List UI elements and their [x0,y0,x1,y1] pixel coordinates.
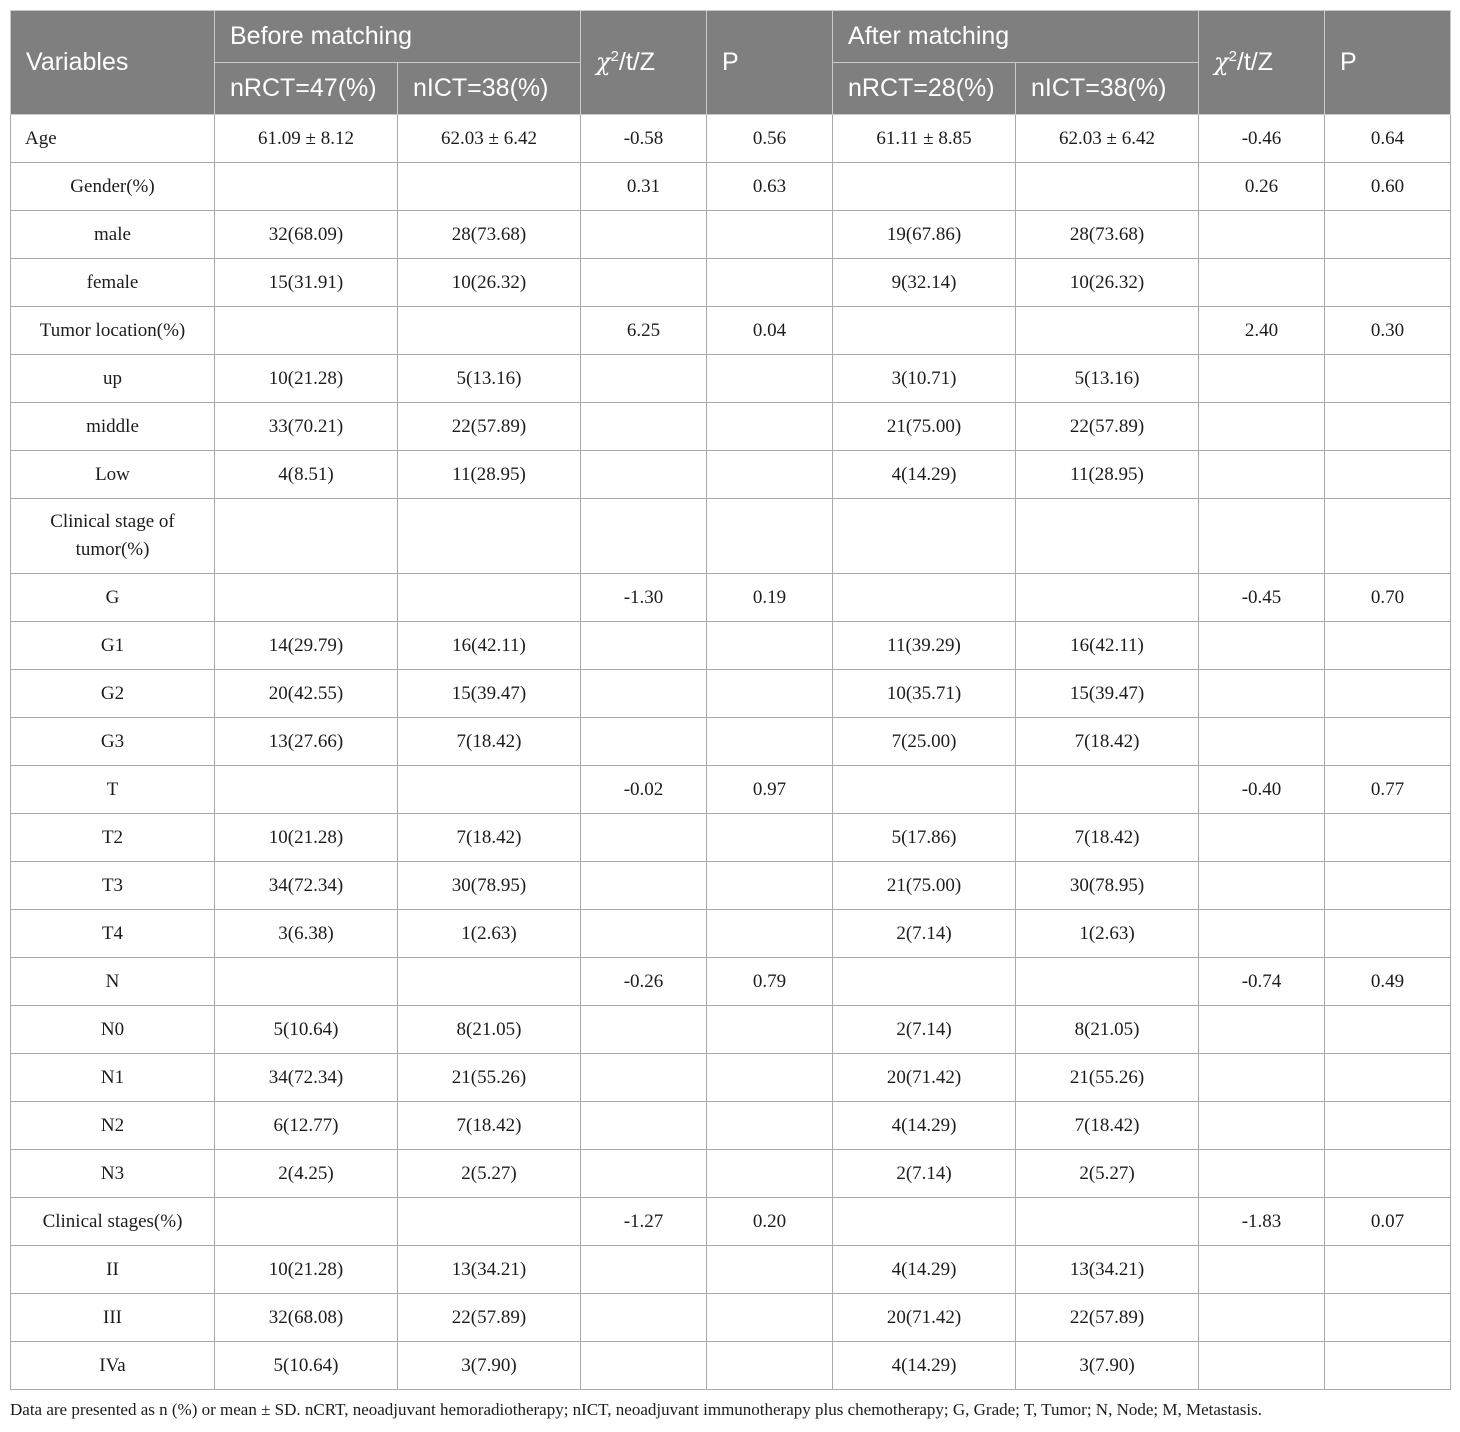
cell-after-stat [1199,355,1325,403]
cell-after-p [1325,1006,1451,1054]
cell-before-stat [581,1006,707,1054]
header-stat-before [581,11,707,115]
cell-before-p [707,259,833,307]
cell-after-stat [1199,1342,1325,1390]
cell-before-p [707,1006,833,1054]
cell-before-nrct: 32(68.08) [215,1294,398,1342]
cell-after-p [1325,814,1451,862]
table-row [11,1006,1451,1054]
table-row [11,211,1451,259]
cell-after-nrct: 2(7.14) [833,910,1016,958]
chi-exponent: 2 [610,48,619,65]
cell-after-nrct: 20(71.42) [833,1294,1016,1342]
cell-before-p: 0.63 [707,163,833,211]
cell-before-stat [581,622,707,670]
cell-after-nict: 28(73.68) [1016,211,1199,259]
cell-after-stat: 0.26 [1199,163,1325,211]
cell-after-stat [1199,670,1325,718]
cell-before-p [707,355,833,403]
cell-after-stat [1199,814,1325,862]
cell-before-nrct: 6(12.77) [215,1102,398,1150]
cell-before-p: 0.04 [707,307,833,355]
chi-symbol: χ [596,48,611,76]
chi-exponent: 2 [1228,48,1237,65]
cell-after-stat [1199,1294,1325,1342]
cell-after-p [1325,1054,1451,1102]
cell-after-nrct: 20(71.42) [833,1054,1016,1102]
table-row [11,670,1451,718]
cell-after-nict: 3(7.90) [1016,1342,1199,1390]
cell-after-p: 0.30 [1325,307,1451,355]
header-p-after: P [1325,11,1451,115]
cell-before-nict: 10(26.32) [398,259,581,307]
cell-after-p [1325,355,1451,403]
cell-variable: middle [11,403,215,451]
cell-before-nrct: 32(68.09) [215,211,398,259]
cell-before-stat [581,862,707,910]
cell-before-nrct [215,307,398,355]
cell-before-nrct [215,163,398,211]
cell-after-nrct: 10(35.71) [833,670,1016,718]
cell-after-nict [1016,163,1199,211]
cell-before-nict: 11(28.95) [398,451,581,499]
cell-after-nrct: 2(7.14) [833,1150,1016,1198]
cell-after-nrct: 9(32.14) [833,259,1016,307]
cell-after-nict: 22(57.89) [1016,1294,1199,1342]
cell-before-p [707,862,833,910]
table-row [11,1342,1451,1390]
cell-variable: T [11,766,215,814]
cell-after-p [1325,622,1451,670]
cell-after-nict: 13(34.21) [1016,1246,1199,1294]
cell-after-stat [1199,499,1325,574]
cell-before-stat: -0.58 [581,115,707,163]
cell-after-nict: 22(57.89) [1016,403,1199,451]
cell-after-stat [1199,1150,1325,1198]
cell-variable: G [11,574,215,622]
cell-before-nict [398,499,581,574]
cell-before-nrct: 10(21.28) [215,814,398,862]
cell-before-nict: 7(18.42) [398,718,581,766]
cell-before-p [707,1150,833,1198]
header-before-matching: Before matching [215,11,581,63]
cell-after-stat [1199,1246,1325,1294]
cell-after-stat [1199,1102,1325,1150]
cell-before-nrct: 10(21.28) [215,1246,398,1294]
cell-after-nrct: 4(14.29) [833,1342,1016,1390]
cell-after-nrct: 2(7.14) [833,1006,1016,1054]
cell-after-nict: 15(39.47) [1016,670,1199,718]
cell-before-nict [398,574,581,622]
cell-before-stat [581,403,707,451]
cell-after-stat: -0.45 [1199,574,1325,622]
cell-after-p [1325,451,1451,499]
cell-after-nrct: 61.11 ± 8.85 [833,115,1016,163]
table-row [11,1198,1451,1246]
table-row [11,259,1451,307]
cell-variable: Tumor location(%) [11,307,215,355]
cell-before-nict: 22(57.89) [398,403,581,451]
cell-variable: IVa [11,1342,215,1390]
table-row [11,1150,1451,1198]
cell-after-p [1325,1342,1451,1390]
table-row [11,718,1451,766]
cell-before-stat [581,1294,707,1342]
cell-after-p [1325,1246,1451,1294]
cell-variable: T3 [11,862,215,910]
cell-variable: N0 [11,1006,215,1054]
cell-before-nrct [215,766,398,814]
cell-variable: II [11,1246,215,1294]
cell-after-p [1325,718,1451,766]
cell-after-nict [1016,574,1199,622]
cell-before-stat [581,499,707,574]
data-table [10,10,1451,1390]
table-row [11,1102,1451,1150]
table-row [11,403,1451,451]
cell-before-p [707,814,833,862]
cell-after-stat [1199,451,1325,499]
cell-variable: Gender(%) [11,163,215,211]
cell-after-p [1325,403,1451,451]
cell-before-nrct: 2(4.25) [215,1150,398,1198]
cell-before-nict: 7(18.42) [398,814,581,862]
table-row [11,622,1451,670]
cell-before-nrct: 10(21.28) [215,355,398,403]
cell-after-nict [1016,307,1199,355]
cell-variable: male [11,211,215,259]
cell-after-nict: 2(5.27) [1016,1150,1199,1198]
cell-variable: up [11,355,215,403]
cell-before-nict: 2(5.27) [398,1150,581,1198]
cell-after-stat: -0.40 [1199,766,1325,814]
cell-after-p [1325,1150,1451,1198]
cell-before-nict: 16(42.11) [398,622,581,670]
cell-before-p [707,1294,833,1342]
cell-variable: Clinical stages(%) [11,1198,215,1246]
cell-after-nrct [833,163,1016,211]
cell-variable: N [11,958,215,1006]
cell-after-stat [1199,211,1325,259]
cell-before-p [707,403,833,451]
cell-before-nict: 13(34.21) [398,1246,581,1294]
cell-after-nrct: 21(75.00) [833,403,1016,451]
cell-before-stat: 0.31 [581,163,707,211]
cell-after-stat [1199,403,1325,451]
cell-after-nict [1016,1198,1199,1246]
header-after-nrct: nRCT=28(%) [833,63,1016,115]
cell-before-nrct: 15(31.91) [215,259,398,307]
table-row [11,958,1451,1006]
cell-after-p: 0.07 [1325,1198,1451,1246]
cell-before-stat [581,670,707,718]
cell-before-nict [398,307,581,355]
cell-after-nict: 16(42.11) [1016,622,1199,670]
cell-before-nict [398,766,581,814]
cell-after-nict: 8(21.05) [1016,1006,1199,1054]
cell-variable: Low [11,451,215,499]
cell-after-nict: 10(26.32) [1016,259,1199,307]
table-row [11,307,1451,355]
cell-after-p [1325,862,1451,910]
cell-before-nrct: 61.09 ± 8.12 [215,115,398,163]
cell-before-p: 0.56 [707,115,833,163]
header-after-matching: After matching [833,11,1199,63]
cell-after-p: 0.70 [1325,574,1451,622]
table-row [11,862,1451,910]
cell-before-nict: 5(13.16) [398,355,581,403]
cell-before-nict: 21(55.26) [398,1054,581,1102]
cell-before-nict: 22(57.89) [398,1294,581,1342]
cell-before-nict: 3(7.90) [398,1342,581,1390]
cell-variable: N1 [11,1054,215,1102]
cell-after-p [1325,499,1451,574]
header-after-nict: nICT=38(%) [1016,63,1199,115]
cell-after-nrct: 7(25.00) [833,718,1016,766]
cell-before-p: 0.19 [707,574,833,622]
table-row [11,355,1451,403]
table-row [11,814,1451,862]
cell-before-nrct: 13(27.66) [215,718,398,766]
cell-after-stat [1199,862,1325,910]
cell-after-nrct [833,499,1016,574]
table-header [11,11,1451,115]
table-row [11,910,1451,958]
table-body [11,115,1451,1390]
cell-after-nrct: 21(75.00) [833,862,1016,910]
cell-after-nict [1016,958,1199,1006]
cell-before-stat [581,211,707,259]
cell-after-stat: -0.46 [1199,115,1325,163]
cell-before-nrct: 5(10.64) [215,1342,398,1390]
cell-after-nrct: 4(14.29) [833,1102,1016,1150]
table-row [11,766,1451,814]
cell-before-nrct: 34(72.34) [215,862,398,910]
cell-after-stat: -0.74 [1199,958,1325,1006]
cell-variable: Clinical stage of tumor(%) [11,499,215,574]
cell-before-stat: -0.26 [581,958,707,1006]
table-row [11,451,1451,499]
cell-before-p [707,451,833,499]
cell-after-nict: 21(55.26) [1016,1054,1199,1102]
cell-after-stat [1199,1006,1325,1054]
cell-variable: G2 [11,670,215,718]
cell-after-nrct: 3(10.71) [833,355,1016,403]
cell-before-nrct [215,1198,398,1246]
cell-before-nict: 62.03 ± 6.42 [398,115,581,163]
cell-variable: G1 [11,622,215,670]
cell-before-nict [398,163,581,211]
cell-before-stat [581,1054,707,1102]
cell-before-nict: 15(39.47) [398,670,581,718]
cell-before-p [707,1342,833,1390]
stat-suffix: /t/Z [618,48,656,76]
cell-before-nrct [215,958,398,1006]
cell-after-stat [1199,259,1325,307]
table-row [11,163,1451,211]
cell-variable: N3 [11,1150,215,1198]
cell-after-stat [1199,622,1325,670]
cell-after-stat [1199,718,1325,766]
cell-after-p [1325,670,1451,718]
cell-after-nict: 7(18.42) [1016,718,1199,766]
cell-before-stat: -1.27 [581,1198,707,1246]
stat-suffix: /t/Z [1236,48,1274,76]
cell-before-nrct: 5(10.64) [215,1006,398,1054]
cell-after-nict [1016,766,1199,814]
cell-before-nrct: 33(70.21) [215,403,398,451]
cell-before-stat [581,1246,707,1294]
header-before-nict: nICT=38(%) [398,63,581,115]
cell-after-p [1325,259,1451,307]
cell-after-nict: 11(28.95) [1016,451,1199,499]
header-before-nrct: nRCT=47(%) [215,63,398,115]
cell-after-nrct: 19(67.86) [833,211,1016,259]
cell-before-nict [398,958,581,1006]
header-p-before: P [707,11,833,115]
cell-after-stat: -1.83 [1199,1198,1325,1246]
cell-after-nrct [833,958,1016,1006]
cell-before-p: 0.97 [707,766,833,814]
cell-after-nict: 62.03 ± 6.42 [1016,115,1199,163]
header-stat-after [1199,11,1325,115]
cell-before-p [707,1054,833,1102]
cell-before-nict [398,1198,581,1246]
cell-before-stat: -0.02 [581,766,707,814]
cell-before-nrct [215,574,398,622]
cell-before-p [707,718,833,766]
cell-after-nrct: 11(39.29) [833,622,1016,670]
cell-variable: III [11,1294,215,1342]
cell-before-stat [581,355,707,403]
cell-before-nrct: 3(6.38) [215,910,398,958]
table-row [11,115,1451,163]
cell-before-stat [581,814,707,862]
cell-after-p: 0.77 [1325,766,1451,814]
cell-before-nict: 28(73.68) [398,211,581,259]
cell-after-p: 0.60 [1325,163,1451,211]
cell-variable: Age [11,115,215,163]
table-row [11,1246,1451,1294]
cell-before-nict: 30(78.95) [398,862,581,910]
header-row-groups [11,11,1451,63]
cell-after-stat [1199,910,1325,958]
cell-variable: N2 [11,1102,215,1150]
cell-after-p: 0.64 [1325,115,1451,163]
cell-before-stat [581,910,707,958]
cell-after-nrct: 5(17.86) [833,814,1016,862]
cell-before-nrct: 4(8.51) [215,451,398,499]
cell-after-nict: 30(78.95) [1016,862,1199,910]
cell-before-p [707,211,833,259]
cell-after-p [1325,1102,1451,1150]
cell-before-stat [581,718,707,766]
header-variables: Variables [11,11,215,115]
cell-after-nict [1016,499,1199,574]
cell-after-nrct [833,766,1016,814]
cell-after-stat: 2.40 [1199,307,1325,355]
cell-before-p [707,499,833,574]
cell-before-stat [581,259,707,307]
cell-after-nict: 7(18.42) [1016,1102,1199,1150]
cell-before-stat [581,1102,707,1150]
cell-after-p [1325,211,1451,259]
cell-before-nict: 8(21.05) [398,1006,581,1054]
cell-before-p [707,1102,833,1150]
cell-variable: T4 [11,910,215,958]
cell-before-nict: 7(18.42) [398,1102,581,1150]
cell-after-p [1325,1294,1451,1342]
cell-after-nrct [833,574,1016,622]
cell-before-p [707,670,833,718]
cell-before-p [707,622,833,670]
cell-after-nrct [833,1198,1016,1246]
cell-before-p: 0.20 [707,1198,833,1246]
table-row [11,499,1451,574]
cell-before-p [707,910,833,958]
cell-before-nrct [215,499,398,574]
table-row [11,1054,1451,1102]
table-row [11,1294,1451,1342]
chi-symbol: χ [1214,48,1229,76]
cell-after-nrct [833,307,1016,355]
cell-before-nrct: 34(72.34) [215,1054,398,1102]
cell-after-stat [1199,1054,1325,1102]
cell-before-p [707,1246,833,1294]
cell-before-p: 0.79 [707,958,833,1006]
cell-before-stat [581,1150,707,1198]
table-row [11,574,1451,622]
cell-before-nrct: 14(29.79) [215,622,398,670]
cell-after-nict: 7(18.42) [1016,814,1199,862]
cell-variable: female [11,259,215,307]
cell-before-stat [581,1342,707,1390]
cell-before-stat: -1.30 [581,574,707,622]
cell-before-nict: 1(2.63) [398,910,581,958]
cell-after-p [1325,910,1451,958]
cell-variable: G3 [11,718,215,766]
cell-after-nrct: 4(14.29) [833,451,1016,499]
cell-variable: T2 [11,814,215,862]
cell-after-nict: 5(13.16) [1016,355,1199,403]
cell-after-nict: 1(2.63) [1016,910,1199,958]
cell-before-nrct: 20(42.55) [215,670,398,718]
cell-before-stat: 6.25 [581,307,707,355]
table-footnote: Data are presented as n (%) or mean ± SD. nCRT, neoadjuvant hemoradiotherapy; nICT, neoadjuvant immunotherapy plus chemotherapy; G, Grade; T, Tumor; N, Node; M, Metastasis. [10,1400,1263,1419]
cell-before-stat [581,451,707,499]
cell-after-nrct: 4(14.29) [833,1246,1016,1294]
cell-after-p: 0.49 [1325,958,1451,1006]
